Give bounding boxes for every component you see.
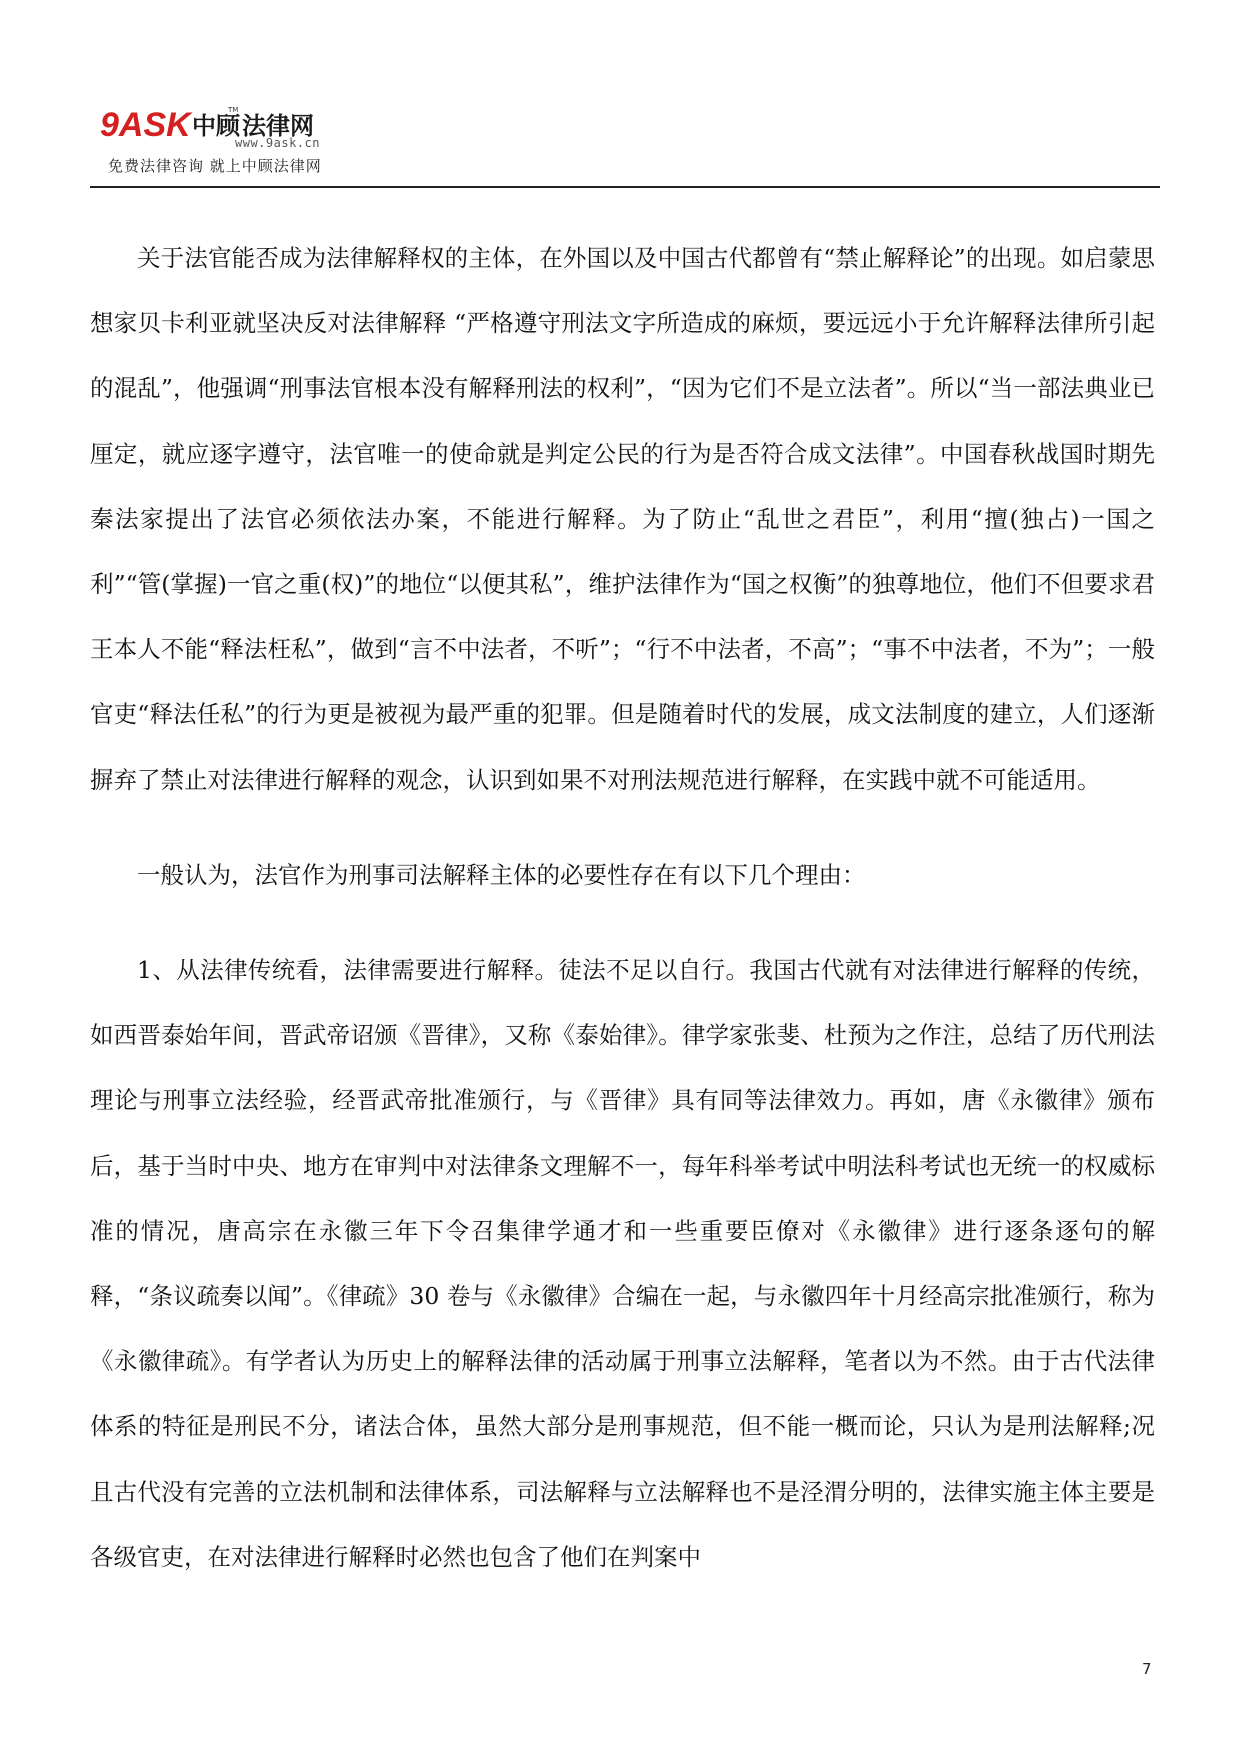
page-number: 7 — [1142, 1660, 1152, 1678]
paragraph-2: 一般认为，法官作为刑事司法解释主体的必要性存在有以下几个理由： — [137, 860, 866, 889]
logo-brand-text: 9ASK — [100, 106, 191, 144]
header-divider — [90, 186, 1160, 188]
logo-tm-mark: TM — [228, 106, 239, 114]
document-body — [90, 226, 1155, 1620]
logo-url: www.9ask.cn — [235, 136, 320, 150]
paragraph-3: 1、从法律传统看，法律需要进行解释。徒法不足以自行。我国古代就有对法律进行解释的传统，如西晋泰始年间，晋武帝诏颁《晋律》，又称《泰始律》。律学家张斐、杜预为之作注，总结了历代刑法理论与刑事立法经验，经晋武帝批准颁行，与《晋律》具有同等法律效力。再如，唐《永徽律》颁布后，基于当时中央、地方在审判中对法律条文理解不一，每年科举考试中明法科考试也无统一的权威标准的情况，唐高宗在永徽三年下令召集律学通才和一些重要臣僚对《永徽律》进行逐条逐句的解释，“条议疏奏以闻”。《律疏》30 卷与《永徽律》合编在一起，与永徽四年十月经高宗批准颁行，称为《永徽律疏》。有学者认为历史上的解释法律的活动属于刑事立法解释，笔者以为不然。由于古代法律体系的特征是刑民不分，诸法合体，虽然大部分是刑事规范，但不能一概而论，只认为是刑法解释;况且古代没有完善的立法机制和法律体系，司法解释与立法解释也不是泾渭分明的，法律实施主体主要是各级官吏，在对法律进行解释时必然也包含了他们在判案中 — [90, 956, 1155, 1571]
logo-cn-text-1: 中顾 — [192, 112, 240, 140]
logo-cn-text-2: 法律网 — [242, 112, 314, 140]
logo-slogan: 免费法律咨询 就上中顾法律网 — [108, 157, 322, 175]
site-logo — [100, 92, 360, 178]
paragraph-1: 关于法官能否成为法律解释权的主体，在外国以及中国古代都曾有“禁止解释论”的出现。如启蒙思想家贝卡利亚就坚决反对法律解释 “严格遵守刑法文字所造成的麻烦，要远远小于允许解释法律所引起的混乱”，他强调“刑事法官根本没有解释刑法的权利”，“因为它们不是立法者”。所以“当一部法典业已厘定，就应逐字遵守，法官唯一的使命就是判定公民的行为是否符合成文法律”。中国春秋战国时期先秦法家提出了法官必须依法办案，不能进行解释。为了防止“乱世之君臣”，利用“擅(独占)一国之利”“管(掌握)一官之重(权)”的地位“以便其私”，维护法律作为“国之权衡”的独尊地位，他们不但要求君王本人不能“释法枉私”，做到“言不中法者，不听”；“行不中法者，不高”；“事不中法者，不为”；一般官吏“释法任私”的行为更是被视为最严重的犯罪。但是随着时代的发展，成文法制度的建立，人们逐渐摒弃了禁止对法律进行解释的观念，认识到如果不对刑法规范进行解释，在实践中就不可能适用。 — [90, 244, 1155, 794]
